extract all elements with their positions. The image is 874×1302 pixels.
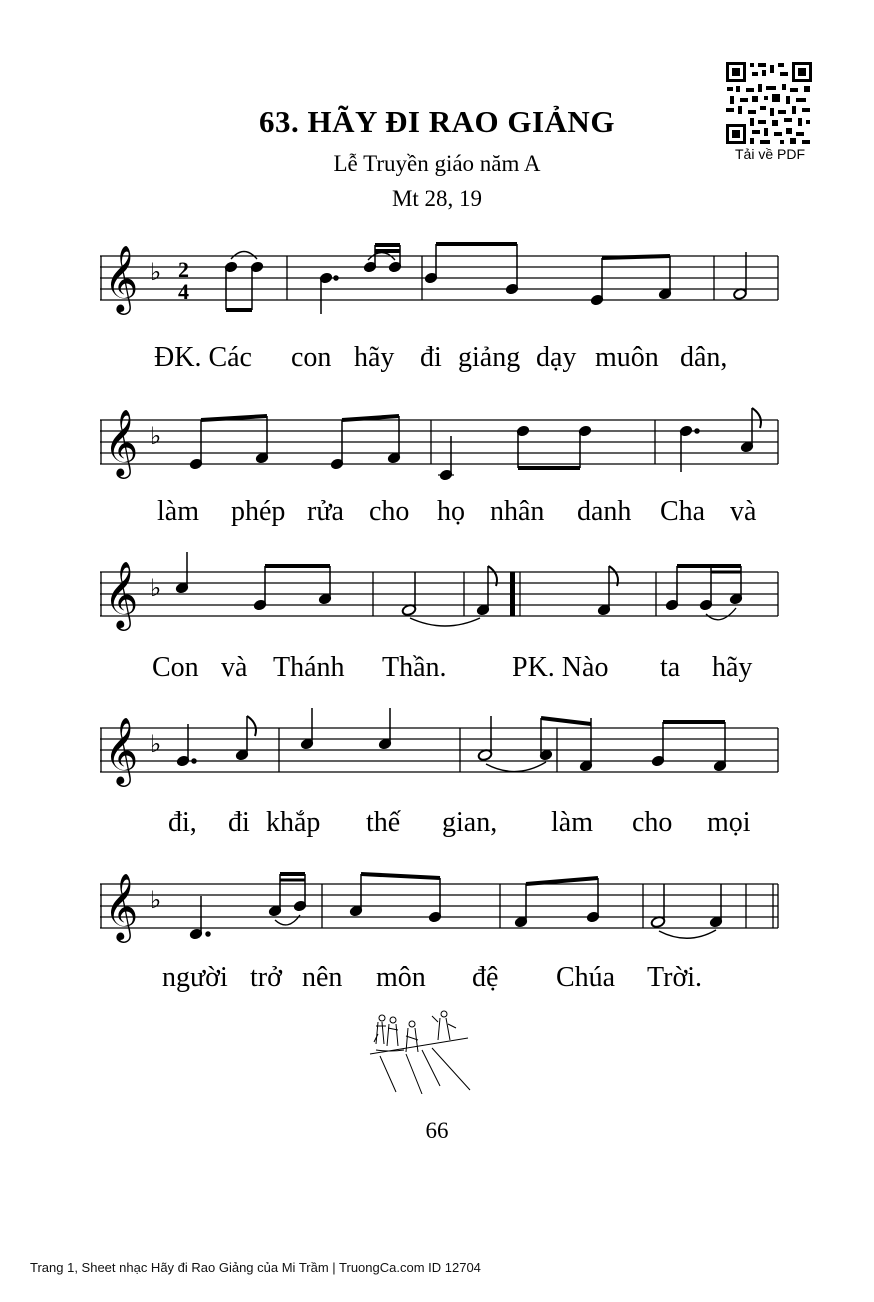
svg-text:𝄞: 𝄞	[104, 560, 139, 628]
scripture-reference: Mt 28, 19	[391, 186, 483, 211]
svg-text:𝄞: 𝄞	[104, 408, 139, 476]
svg-text:♭: ♭	[150, 422, 162, 450]
song-subtitle: Lễ Truyền giáo năm A	[333, 151, 541, 176]
staff-2	[100, 394, 780, 494]
staff-1	[100, 230, 780, 330]
svg-text:𝄞: 𝄞	[104, 716, 139, 784]
footer-text: Trang 1, Sheet nhạc Hãy đi Rao Giảng của Mi Trầm | TruongCa.com ID 12704	[30, 1260, 481, 1275]
qr-code-icon[interactable]	[724, 60, 814, 146]
svg-text:𝄞: 𝄞	[104, 872, 139, 940]
svg-text:4: 4	[178, 279, 189, 304]
staff-5	[100, 858, 780, 958]
page-number: 66	[425, 1118, 449, 1143]
disciples-illustration	[360, 1010, 480, 1094]
svg-text:♭: ♭	[150, 574, 162, 602]
svg-text:♭: ♭	[150, 730, 162, 758]
song-title: 63. HÃY ĐI RAO GIẢNG	[259, 104, 615, 139]
svg-text:2: 2	[178, 257, 189, 282]
svg-text:𝄞: 𝄞	[104, 244, 139, 312]
staff-3	[100, 546, 780, 646]
svg-text:♭: ♭	[150, 886, 162, 914]
download-pdf-label[interactable]: Tải về PDF	[734, 146, 805, 162]
staff-4	[100, 702, 780, 802]
key-signature: ♭	[150, 258, 162, 286]
